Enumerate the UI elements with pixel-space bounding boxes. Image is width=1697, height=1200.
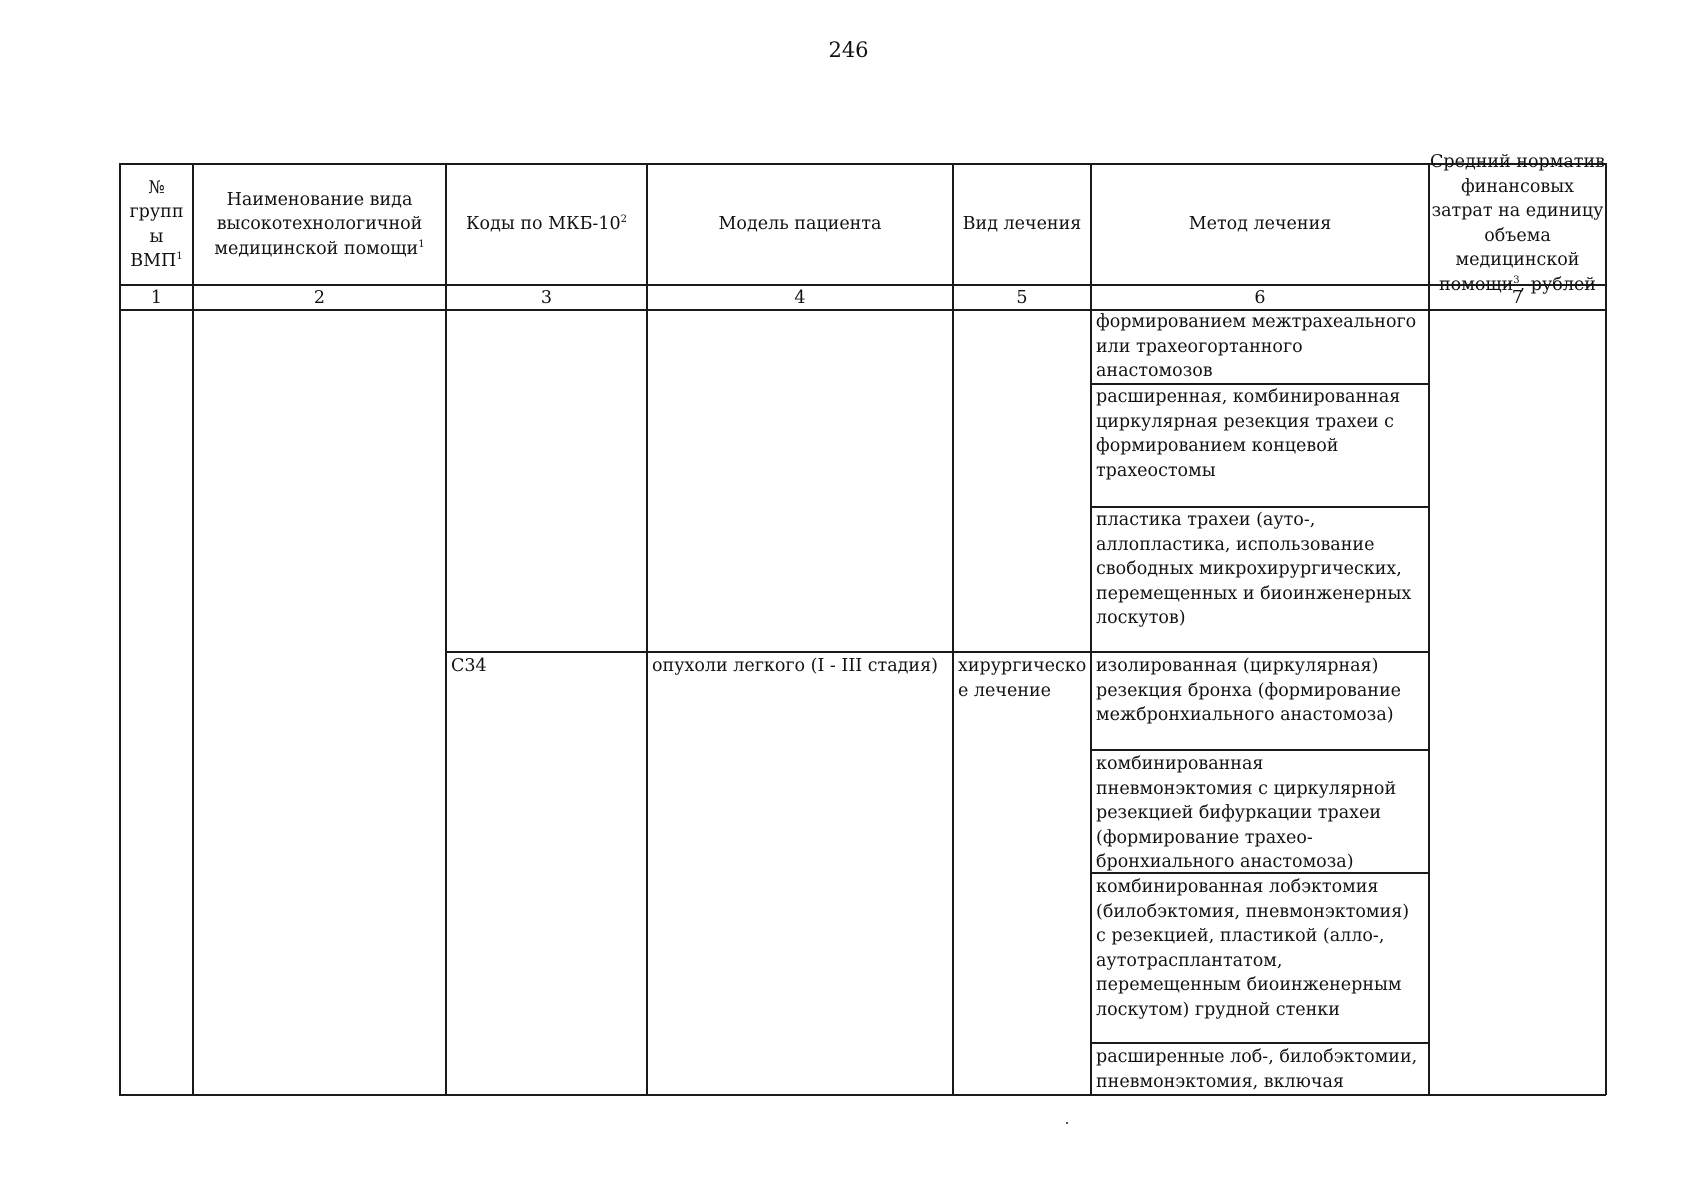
column-number: 2 — [313, 288, 326, 308]
treatment-method-cell: формированием межтрахеального или трахеогортанного анастомозов — [1096, 312, 1417, 381]
header-care-type-name-text: Наименование вида высокотехнологичной медицинской помощи — [214, 189, 423, 259]
column-number: 6 — [1254, 288, 1266, 308]
method-divider — [1090, 749, 1428, 751]
column-number: 3 — [540, 288, 553, 308]
icd-code-cell: С34 — [451, 656, 487, 676]
header-care-type-name — [194, 165, 445, 284]
header-treatment-method: Метод лечения — [1188, 214, 1332, 235]
header-group-number — [121, 165, 192, 284]
footnote-1: 1 — [418, 238, 425, 250]
header-cost-standard-text: Средний норматив финансовых затрат на единицу объема медицинской помощи — [1430, 152, 1605, 295]
footnote-1: 1 — [176, 251, 183, 263]
column-number: 1 — [150, 288, 163, 308]
column-number: 4 — [794, 288, 806, 308]
header-cost-standard — [1430, 152, 1605, 295]
column-number: 7 — [1511, 288, 1524, 308]
page-number: 246 — [828, 38, 869, 62]
treatment-method-cell: пластика трахеи (ауто-, аллопластика, использование свободных микрохирургических, перемещенных и биоинженерных лоскутов) — [1096, 510, 1412, 628]
treatment-method-cell: расширенные лоб-, билобэктомии, пневмонэктомия, включая — [1096, 1047, 1418, 1092]
header-icd-codes-text: Коды по МКБ-10 — [466, 214, 621, 235]
table-border-bottom — [119, 1094, 1606, 1096]
table-border-right — [1605, 163, 1607, 1095]
treatment-type-cell: хирургическо е лечение — [958, 656, 1087, 701]
header-patient-model: Модель пациента — [718, 214, 882, 235]
header-group-number-text: № групп ы ВМП — [129, 177, 184, 271]
method-divider — [1090, 651, 1428, 653]
header-treatment-type: Вид лечения — [962, 214, 1082, 235]
header-cost-standard-unit: , рублей — [1519, 274, 1596, 295]
treatment-method-cell: комбинированная лобэктомия (билобэктомия, пневмонэктомия) с резекцией, пластикой (алло-, аутотрасплантатом, перемещенным биоинженерным лоскутом) грудной стенки — [1096, 877, 1410, 1020]
medical-care-table — [119, 152, 1606, 1095]
scan-speck — [1066, 1122, 1068, 1124]
treatment-method-cell: изолированная (циркулярная) резекция бронха (формирование межбронхиального анастомоза) — [1096, 656, 1401, 725]
footnote-3: 3 — [1513, 274, 1520, 286]
method-divider — [1090, 1042, 1428, 1044]
footnote-2: 2 — [620, 214, 627, 226]
treatment-method-cell: расширенная, комбинированная циркулярная резекция трахеи с формированием концевой трахеостомы — [1096, 387, 1401, 481]
column-number: 5 — [1016, 288, 1028, 308]
header-icd-codes — [447, 165, 646, 284]
row-divider-c34 — [445, 651, 1090, 653]
treatment-method-cell: комбинированная пневмонэктомия с циркулярной резекцией бифуркации трахеи (формирование трахео-бронхиального анастомоза) — [1096, 754, 1397, 872]
patient-model-cell: опухоли легкого (I - III стадия) — [652, 656, 938, 676]
